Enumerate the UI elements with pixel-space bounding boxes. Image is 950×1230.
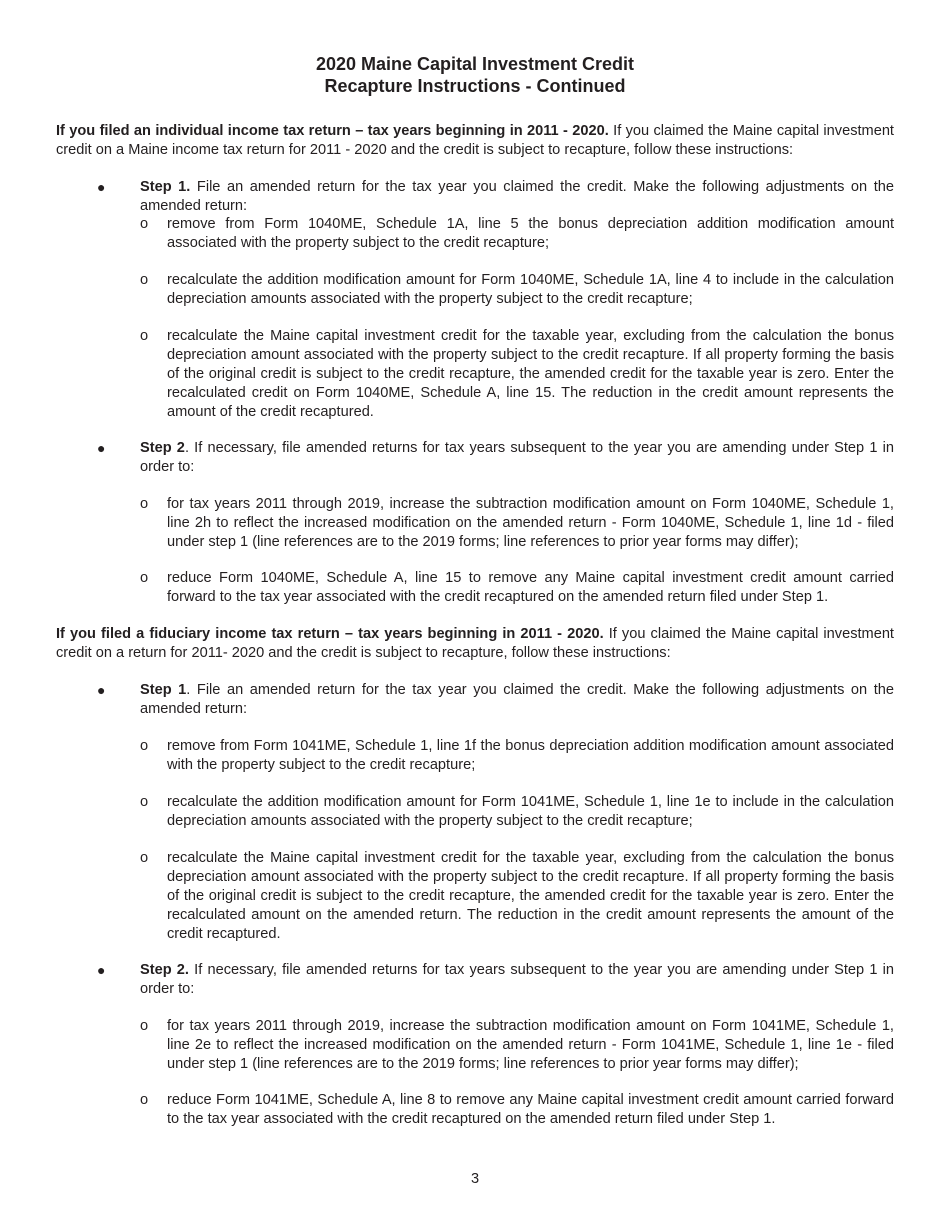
bullet-marker: ●	[97, 440, 106, 456]
sub-marker: o	[140, 738, 149, 754]
individual-step1-item: remove from Form 1040ME, Schedule 1A, line 5 the bonus depreciation addition modification amount associated with the property subject to the credit recapture;	[167, 216, 894, 251]
sub-marker: o	[140, 850, 149, 866]
fiduciary-heading: If you filed a fiduciary income tax return – tax years beginning in 2011 - 2020.	[56, 626, 604, 642]
sub-marker: o	[140, 1092, 149, 1108]
sub-marker: o	[140, 794, 149, 810]
sub-marker: o	[140, 272, 149, 288]
fiduciary-step1-item: recalculate the Maine capital investment credit for the taxable year, excluding from the calculation the bonus depreciation amount associated with the property subject to the credit recapture. If all property forming the basis of the original credit is subject to the credit recapture, the amended credit for the taxable year is zero. Enter the recalculated amount on the amended return. The reduction in the credit amount represents the amount of the credit recaptured.	[167, 850, 894, 942]
individual-heading: If you filed an individual income tax return – tax years beginning in 2011 - 2020.	[56, 123, 609, 139]
page-subtitle: Recapture Instructions - Continued	[324, 76, 626, 96]
individual-step1-item: recalculate the Maine capital investment credit for the taxable year, excluding from the calculation the bonus depreciation amount associated with the property subject to the credit recapture. If all property forming the basis of the original credit is subject to the credit recapture, the amended credit for the taxable year is zero. Enter the recalculated credit on Form 1040ME, Schedule A, line 15. The reduction in the credit amount represents the amount of the credit recaptured.	[167, 328, 894, 420]
fiduciary-step2	[140, 961, 894, 999]
step-text: . File an amended return for the tax year you claimed the credit. Make the following adjustments on the amended return:	[140, 682, 894, 717]
step-text: If necessary, file amended returns for tax years subsequent to the year you are amending under Step 1 in order to:	[140, 962, 894, 997]
sub-marker: o	[140, 328, 149, 344]
fiduciary-step1-item: remove from Form 1041ME, Schedule 1, line 1f the bonus depreciation addition modification amount associated with the property subject to the credit recapture;	[167, 738, 894, 773]
fiduciary-step1-item: recalculate the addition modification amount for Form 1041ME, Schedule 1, line 1e to include in the calculation depreciation amounts associated with the property subject to the credit recapture;	[167, 794, 894, 829]
bullet-marker: ●	[97, 682, 106, 698]
individual-step2-item: reduce Form 1040ME, Schedule A, line 15 to remove any Maine capital investment credit amount carried forward to the tax year associated with the credit recaptured on the amended return filed under Step 1.	[167, 570, 894, 605]
fiduciary-step1	[140, 681, 894, 719]
step-label: Step 1.	[140, 179, 191, 195]
fiduciary-step2-item: for tax years 2011 through 2019, increase the subtraction modification amount on Form 1041ME, Schedule 1, line 2e to reflect the increased modification on the amended return - Form 1041ME, Schedule 1, line 1e - filed under step 1 (line references are to the 2019 forms; line references to prior year forms may differ);	[167, 1018, 894, 1072]
page-number: 3	[470, 1171, 480, 1187]
step-text: . If necessary, file amended returns for tax years subsequent to the year you are amending under Step 1 in order to:	[140, 440, 895, 475]
individual-step2-item: for tax years 2011 through 2019, increase the subtraction modification amount on Form 1040ME, Schedule 1, line 2h to reflect the increased modification on the amended return - Form 1040ME, Schedule 1, line 1d - filed under step 1 (line references are to the 2019 forms; line references to prior year forms may differ);	[167, 496, 894, 550]
step-text: File an amended return for the tax year you claimed the credit. Make the following adjustments on the amended return:	[140, 179, 894, 214]
sub-marker: o	[140, 216, 149, 232]
fiduciary-intro	[56, 625, 894, 663]
individual-step1-item: recalculate the addition modification amount for Form 1040ME, Schedule 1A, line 4 to include in the calculation depreciation amounts associated with the property subject to the credit recapture;	[167, 272, 894, 307]
sub-marker: o	[140, 1018, 149, 1034]
step-label: Step 2.	[140, 962, 189, 978]
individual-step1	[140, 178, 894, 216]
bullet-marker: ●	[97, 962, 106, 978]
bullet-marker: ●	[97, 179, 106, 195]
individual-intro	[56, 122, 894, 160]
sub-marker: o	[140, 570, 149, 586]
individual-intro-text: If you claimed the Maine capital investment credit on a Maine income tax return for 2011 - 2020 and the credit is subject to recapture, follow these instructions:	[56, 123, 894, 158]
step-label: Step 2	[140, 440, 185, 456]
page-title: 2020 Maine Capital Investment Credit	[315, 54, 635, 74]
step-label: Step 1	[140, 682, 187, 698]
fiduciary-step2-item: reduce Form 1041ME, Schedule A, line 8 to remove any Maine capital investment credit amount carried forward to the tax year associated with the credit recaptured on the amended return filed under Step 1.	[167, 1092, 894, 1127]
individual-step2	[140, 439, 894, 477]
fiduciary-intro-text: If you claimed the Maine capital investment credit on a return for 2011- 2020 and the credit is subject to recapture, follow these instructions:	[56, 626, 894, 661]
sub-marker: o	[140, 496, 149, 512]
